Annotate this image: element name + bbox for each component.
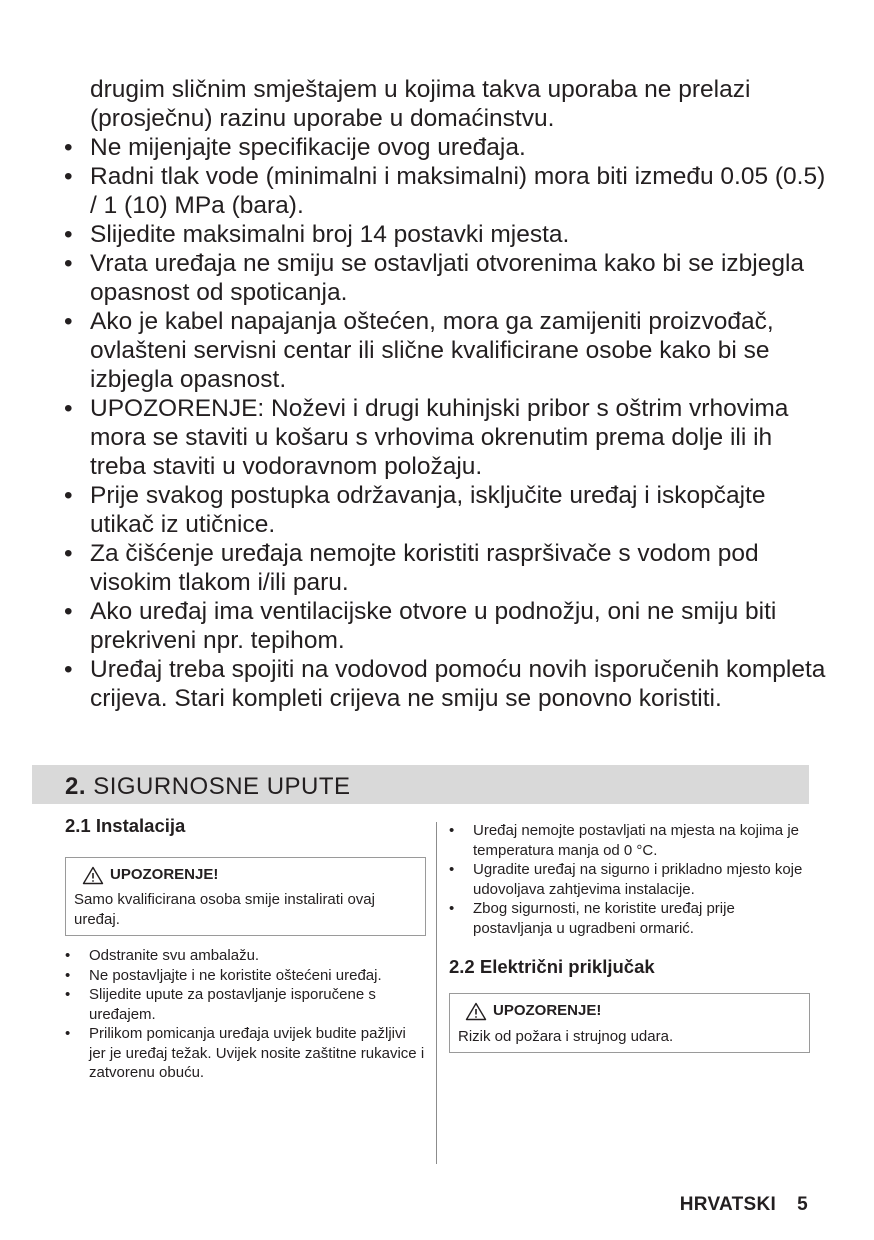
list-item: • Slijedite upute za postavljanje isporučene s uređajem. xyxy=(65,985,425,1024)
warning-label: UPOZORENJE! xyxy=(493,1002,602,1019)
list-item: • Prilikom pomicanja uređaja uvijek budite pažljivi jer je uređaj težak. Uvijek nosite zaštitne rukavice i zatvorenu obuću. xyxy=(65,1024,425,1083)
installation-bullet-list xyxy=(65,946,425,1083)
left-column xyxy=(65,815,425,1083)
installation-heading: 2.1 Instalacija xyxy=(65,815,186,836)
electrical-heading: 2.2 Električni priključak xyxy=(449,956,655,977)
list-item: • Ne postavljajte i ne koristite oštećeni uređaj. xyxy=(65,966,425,986)
list-item: • Uređaj treba spojiti na vodovod pomoću novih isporučenih kompleta crijeva. Stari kompleti crijeva ne smiju se ponovno koristiti. xyxy=(90,655,830,713)
right-column xyxy=(449,815,811,1053)
list-item: • Ne mijenjajte specifikacije ovog uređaja. xyxy=(90,133,830,162)
section-number: 2. xyxy=(65,773,87,800)
section-title xyxy=(65,774,351,800)
column-divider xyxy=(436,822,437,1164)
installation-warning-box xyxy=(65,857,426,936)
continuation-paragraph: drugim sličnim smještajem u kojima takva uporaba ne prelazi (prosječnu) razinu uporabe u domaćinstvu. xyxy=(90,76,751,132)
warning-label: UPOZORENJE! xyxy=(110,866,219,883)
list-item: • Vrata uređaja ne smiju se ostavljati otvorenima kako bi se izbjegla opasnost od spoticanja. xyxy=(90,249,830,307)
safety-bullet-list xyxy=(90,133,830,713)
section-heading-band xyxy=(32,765,809,804)
page-number: 5 xyxy=(797,1194,808,1215)
footer-language: HRVATSKI xyxy=(679,1194,777,1215)
warning-triangle-icon xyxy=(82,866,104,885)
list-item: • Slijedite maksimalni broj 14 postavki mjesta. xyxy=(90,220,830,249)
list-item: • Odstranite svu ambalažu. xyxy=(65,946,425,966)
warning-text: Rizik od požara i strujnog udara. xyxy=(458,1028,674,1045)
warning-header xyxy=(465,1001,801,1021)
list-item: • Radni tlak vode (minimalni i maksimalni) mora biti između 0.05 (0.5) / 1 (10) MPa (bara). xyxy=(90,162,830,220)
warning-header xyxy=(82,865,417,885)
list-item: • Ako uređaj ima ventilacijske otvore u podnožju, oni ne smiju biti prekriveni npr. tepihom. xyxy=(90,597,830,655)
list-item: • Za čišćenje uređaja nemojte koristiti raspršivače s vodom pod visokim tlakom i/ili paru. xyxy=(90,539,830,597)
list-item: • Zbog sigurnosti, ne koristite uređaj prije postavljanja u ugradbeni ormarić. xyxy=(449,899,811,938)
warning-triangle-icon xyxy=(465,1002,487,1021)
list-item: • Ako je kabel napajanja oštećen, mora ga zamijeniti proizvođač, ovlašteni servisni centar ili slične kvalificirane osobe kako bi se izbjegla opasnost. xyxy=(90,307,830,394)
section-title-text: SIGURNOSNE UPUTE xyxy=(93,773,351,800)
list-item: • Uređaj nemojte postavljati na mjesta na kojima je temperatura manja od 0 °C. xyxy=(449,821,811,860)
page-footer xyxy=(680,1194,808,1216)
placement-bullet-list xyxy=(449,821,811,938)
list-item: • Ugradite uređaj na sigurno i prikladno mjesto koje udovoljava zahtjevima instalacije. xyxy=(449,860,811,899)
electrical-warning-box xyxy=(449,993,810,1053)
list-item: • Prije svakog postupka održavanja, isključite uređaj i iskopčajte utikač iz utičnice. xyxy=(90,481,830,539)
list-item: • UPOZORENJE: Noževi i drugi kuhinjski pribor s oštrim vrhovima mora se staviti u košaru s vrhovima okrenutim prema dolje ili ih treba staviti u vodoravnom položaju. xyxy=(90,394,830,481)
warning-text: Samo kvalificirana osoba smije instalirati ovaj uređaj. xyxy=(74,891,375,928)
